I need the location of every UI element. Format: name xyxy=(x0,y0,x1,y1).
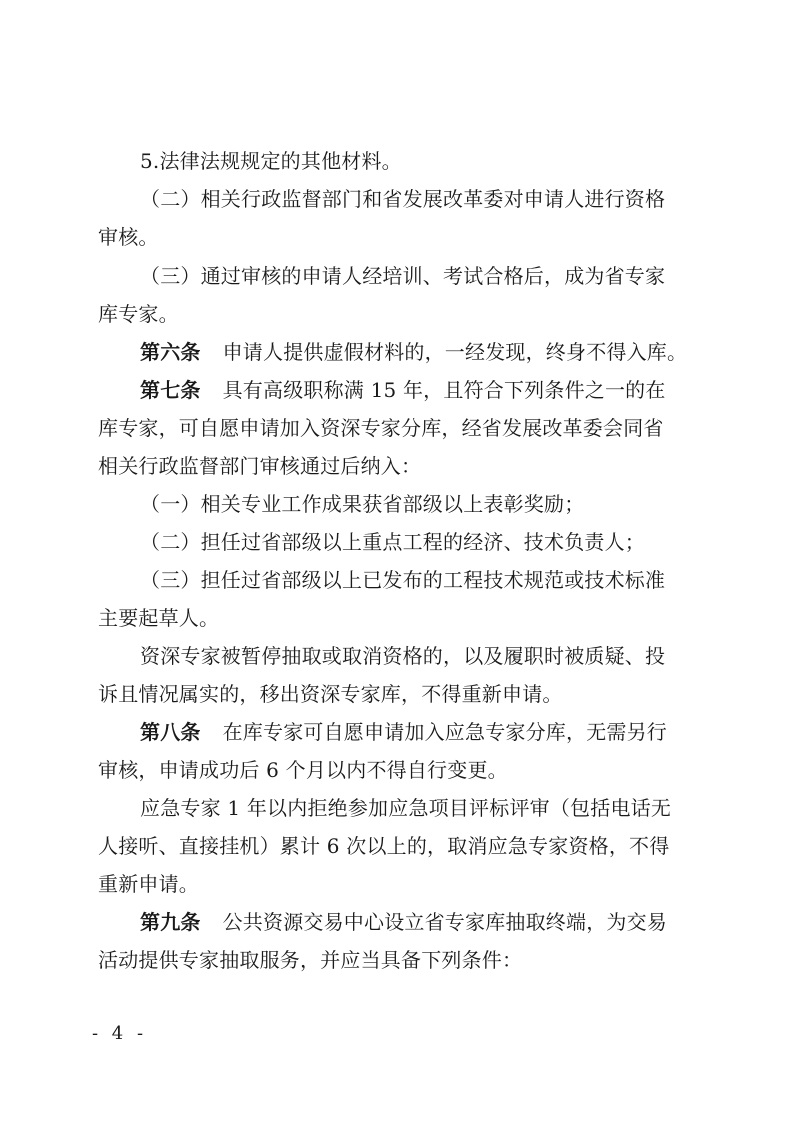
list-item: （三）担任过省部级以上已发布的工程技术规范或技术标准 xyxy=(140,568,666,592)
paragraph-line: 资深专家被暂停抽取或取消资格的，以及履职时被质疑、投 xyxy=(140,644,666,668)
paragraph-line: 5.法律法规规定的其他材料。 xyxy=(140,149,402,173)
article-text: 申请人提供虚假材料的，一经发现，终身不得入库。 xyxy=(222,340,688,364)
article-text: 具有高级职称满 15 年，且符合下列条件之一的在 xyxy=(222,378,666,402)
paragraph-line: （二）相关行政监督部门和省发展改革委对申请人进行资格 xyxy=(140,187,666,211)
article-heading: 第九条 xyxy=(140,910,201,934)
article-7 xyxy=(140,377,700,403)
paragraph-line: 应急专家 1 年以内拒绝参加应急项目评标评审（包括电话无 xyxy=(140,796,672,820)
article-heading: 第六条 xyxy=(140,340,201,364)
paragraph-line: 审核，申请成功后 6 个月以内不得自行变更。 xyxy=(98,758,508,782)
paragraph-line: （三）通过审核的申请人经培训、考试合格后，成为省专家 xyxy=(140,264,666,288)
article-heading: 第七条 xyxy=(140,378,201,402)
article-9 xyxy=(140,909,700,935)
paragraph-line: 库专家，可自愿申请加入资深专家分库，经省发展改革委会同省 xyxy=(98,416,664,440)
list-item: （一）相关专业工作成果获省部级以上表彰奖励； xyxy=(140,492,585,516)
article-text: 在库专家可自愿申请加入应急专家分库，无需另行 xyxy=(222,720,668,744)
paragraph-line: 人接听、直接挂机）累计 6 次以上的，取消应急专家资格，不得 xyxy=(98,834,670,858)
article-text: 公共资源交易中心设立省专家库抽取终端，为交易 xyxy=(222,910,668,934)
paragraph-line: 重新申请。 xyxy=(98,872,199,896)
article-6 xyxy=(140,339,700,365)
paragraph-line: 审核。 xyxy=(98,225,159,249)
paragraph-line: 诉且情况属实的，移出资深专家库，不得重新申请。 xyxy=(98,682,563,706)
article-8 xyxy=(140,719,700,745)
paragraph-line: 活动提供专家抽取服务，并应当具备下列条件： xyxy=(98,948,523,972)
page-number: - 4 - xyxy=(92,1023,148,1044)
list-item: （二）担任过省部级以上重点工程的经济、技术负责人； xyxy=(140,530,645,554)
paragraph-line: 相关行政监督部门审核通过后纳入： xyxy=(98,454,422,478)
paragraph-line: 主要起草人。 xyxy=(98,606,220,630)
article-heading: 第八条 xyxy=(140,720,201,744)
paragraph-line: 库专家。 xyxy=(98,302,179,326)
